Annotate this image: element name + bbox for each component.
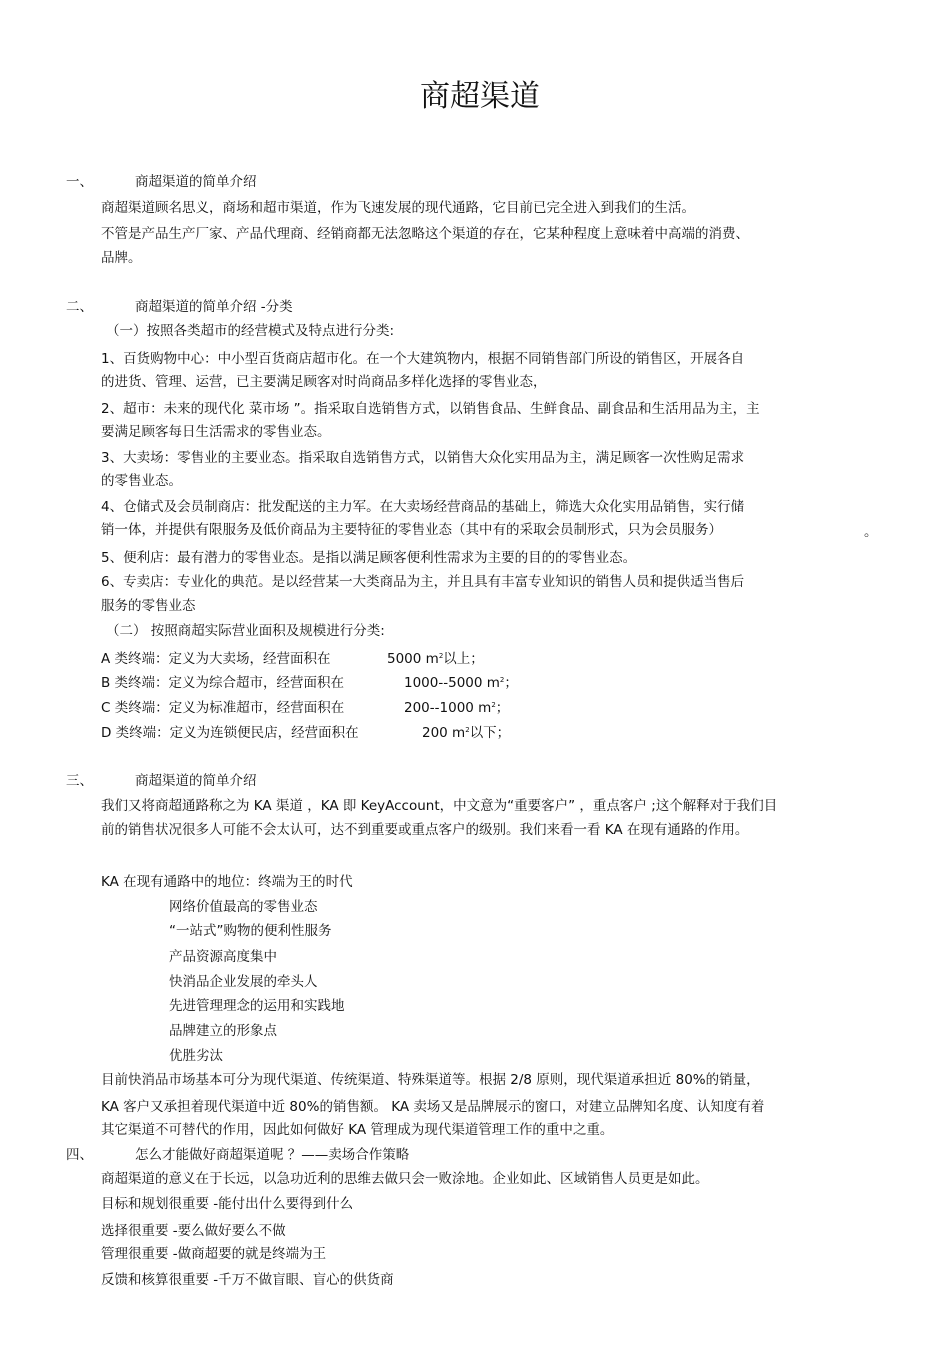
section-2-line: 销一体，并提供有限服务及低价商品为主要特征的零售业态（其中有的采取会员制形式，只为会员服务） <box>101 522 722 538</box>
section-1-line: 品牌。 <box>101 250 142 266</box>
ka-point: 快消品企业发展的牵头人 <box>169 974 318 990</box>
section-4-line: 选择很重要 -要么做好要么不做 <box>101 1223 286 1239</box>
section-3-closing-line: 其它渠道不可替代的作用，因此如何做好 KA 管理成为现代渠道管理工作的重中之重。 <box>101 1122 614 1138</box>
section-2-line: 1、百货购物中心：中小型百货商店超市化。在一个大建筑物内，根据不同销售部门所设的销售区，开展各自 <box>101 351 745 367</box>
section-3-number: 三、 <box>66 773 93 789</box>
section-3-closing-line: KA 客户又承担着现代渠道中近 80%的销售额。 KA 卖场又是品牌展示的窗口，对建立品牌知名度、认知度有着 <box>101 1099 765 1115</box>
terminal-c-area: 200--1000 $m^2$； <box>404 700 510 716</box>
terminal-c-label: C 类终端：定义为标准超市，经营面积在 <box>101 700 345 716</box>
terminal-d-label: D 类终端：定义为连锁便民店，经营面积在 <box>101 725 359 741</box>
section-2-line: 的零售业态。 <box>101 473 182 489</box>
section-3-heading: 商超渠道的简单介绍 <box>135 773 257 789</box>
page-title: 商超渠道 <box>420 79 540 114</box>
section-2-subheading-1: （一）按照各类超市的经营模式及特点进行分类: <box>106 323 395 339</box>
ka-point: “一站式”购物的便利性服务 <box>169 923 332 939</box>
terminal-d-area: 200 $m^2$以下； <box>422 725 511 741</box>
section-2-line: 5、便利店：最有潜力的零售业态。是指以满足顾客便利性需求为主要的目的的零售业态。 <box>101 550 637 566</box>
ka-position-heading: KA 在现有通路中的地位：终端为王的时代 <box>101 874 353 890</box>
section-2-line: 6、专卖店：专业化的典范。是以经营某一大类商品为主，并且具有丰富专业知识的销售人员和提供适当售后 <box>101 574 745 590</box>
section-2-line: 要满足顾客每日生活需求的零售业态。 <box>101 424 331 440</box>
ka-point: 产品资源高度集中 <box>169 949 277 965</box>
section-1-number: 一、 <box>66 174 93 190</box>
section-1-line: 不管是产品生产厂家、产品代理商、经销商都无法忽略这个渠道的存在，它某种程度上意味着中高端的消费、 <box>101 226 749 242</box>
section-2-subheading-2: （二） 按照商超实际营业面积及规模进行分类: <box>106 623 385 639</box>
section-2-line: 2、超市：未来的现代化 菜市场 ”。指采取自选销售方式，以销售食品、生鲜食品、副食品和生活用品为主，主 <box>101 401 760 417</box>
section-2-number: 二、 <box>66 299 93 315</box>
section-3-line: 前的销售状况很多人可能不会太认可，达不到重要或重点客户的级别。我们来看一看 KA 在现有通路的作用。 <box>101 822 749 838</box>
section-3-closing-line: 目前快消品市场基本可分为现代渠道、传统渠道、特殊渠道等。根据 2/8 原则，现代渠道承担近 80%的销量， <box>101 1072 760 1088</box>
section-2-line: 4、仓储式及会员制商店：批发配送的主力军。在大卖场经营商品的基础上，筛选大众化实用品销售，实行储 <box>101 499 745 515</box>
section-2-line: 3、大卖场：零售业的主要业态。指采取自选销售方式，以销售大众化实用品为主，满足顾客一次性购足需求 <box>101 450 745 466</box>
section-4-line: 反馈和核算很重要 -千万不做盲眼、盲心的供货商 <box>101 1272 394 1288</box>
ka-point: 网络价值最高的零售业态 <box>169 899 318 915</box>
section-4-line: 目标和规划很重要 -能付出什么要得到什么 <box>101 1196 354 1212</box>
section-2-line: 的进货、管理、运营，已主要满足顾客对时尚商品多样化选择的零售业态， <box>101 374 547 390</box>
section-2-line: 服务的零售业态 <box>101 598 196 614</box>
section-4-line: 管理很重要 -做商超要的就是终端为王 <box>101 1246 327 1262</box>
section-2-trailing-period: 。 <box>864 524 878 540</box>
terminal-b-area: 1000--5000 $m^2$； <box>404 675 518 691</box>
section-2-heading: 商超渠道的简单介绍 -分类 <box>135 299 293 315</box>
terminal-a-area: 5000 $m^2$以上； <box>387 651 484 667</box>
terminal-a-label: A 类终端：定义为大卖场，经营面积在 <box>101 651 331 667</box>
ka-point: 品牌建立的形象点 <box>169 1023 277 1039</box>
ka-point: 优胜劣汰 <box>169 1048 223 1064</box>
section-4-heading: 怎么才能做好商超渠道呢 ？——卖场合作策略 <box>135 1147 410 1163</box>
section-3-line: 我们又将商超通路称之为 KA 渠道 ，KA 即 KeyAccount，中文意为“重要客户” ，重点客户 ;这个解释对于我们目 <box>101 798 778 814</box>
section-4-line: 商超渠道的意义在于长远，以急功近利的思维去做只会一败涂地。企业如此、区域销售人员更是如此。 <box>101 1171 709 1187</box>
terminal-b-label: B 类终端：定义为综合超市，经营面积在 <box>101 675 345 691</box>
section-1-line: 商超渠道顾名思义，商场和超市渠道，作为飞速发展的现代通路，它目前已完全进入到我们的生活。 <box>101 200 695 216</box>
section-1-heading: 商超渠道的简单介绍 <box>135 174 257 190</box>
ka-point: 先进管理理念的运用和实践地 <box>169 998 345 1014</box>
section-4-number: 四、 <box>66 1147 93 1163</box>
